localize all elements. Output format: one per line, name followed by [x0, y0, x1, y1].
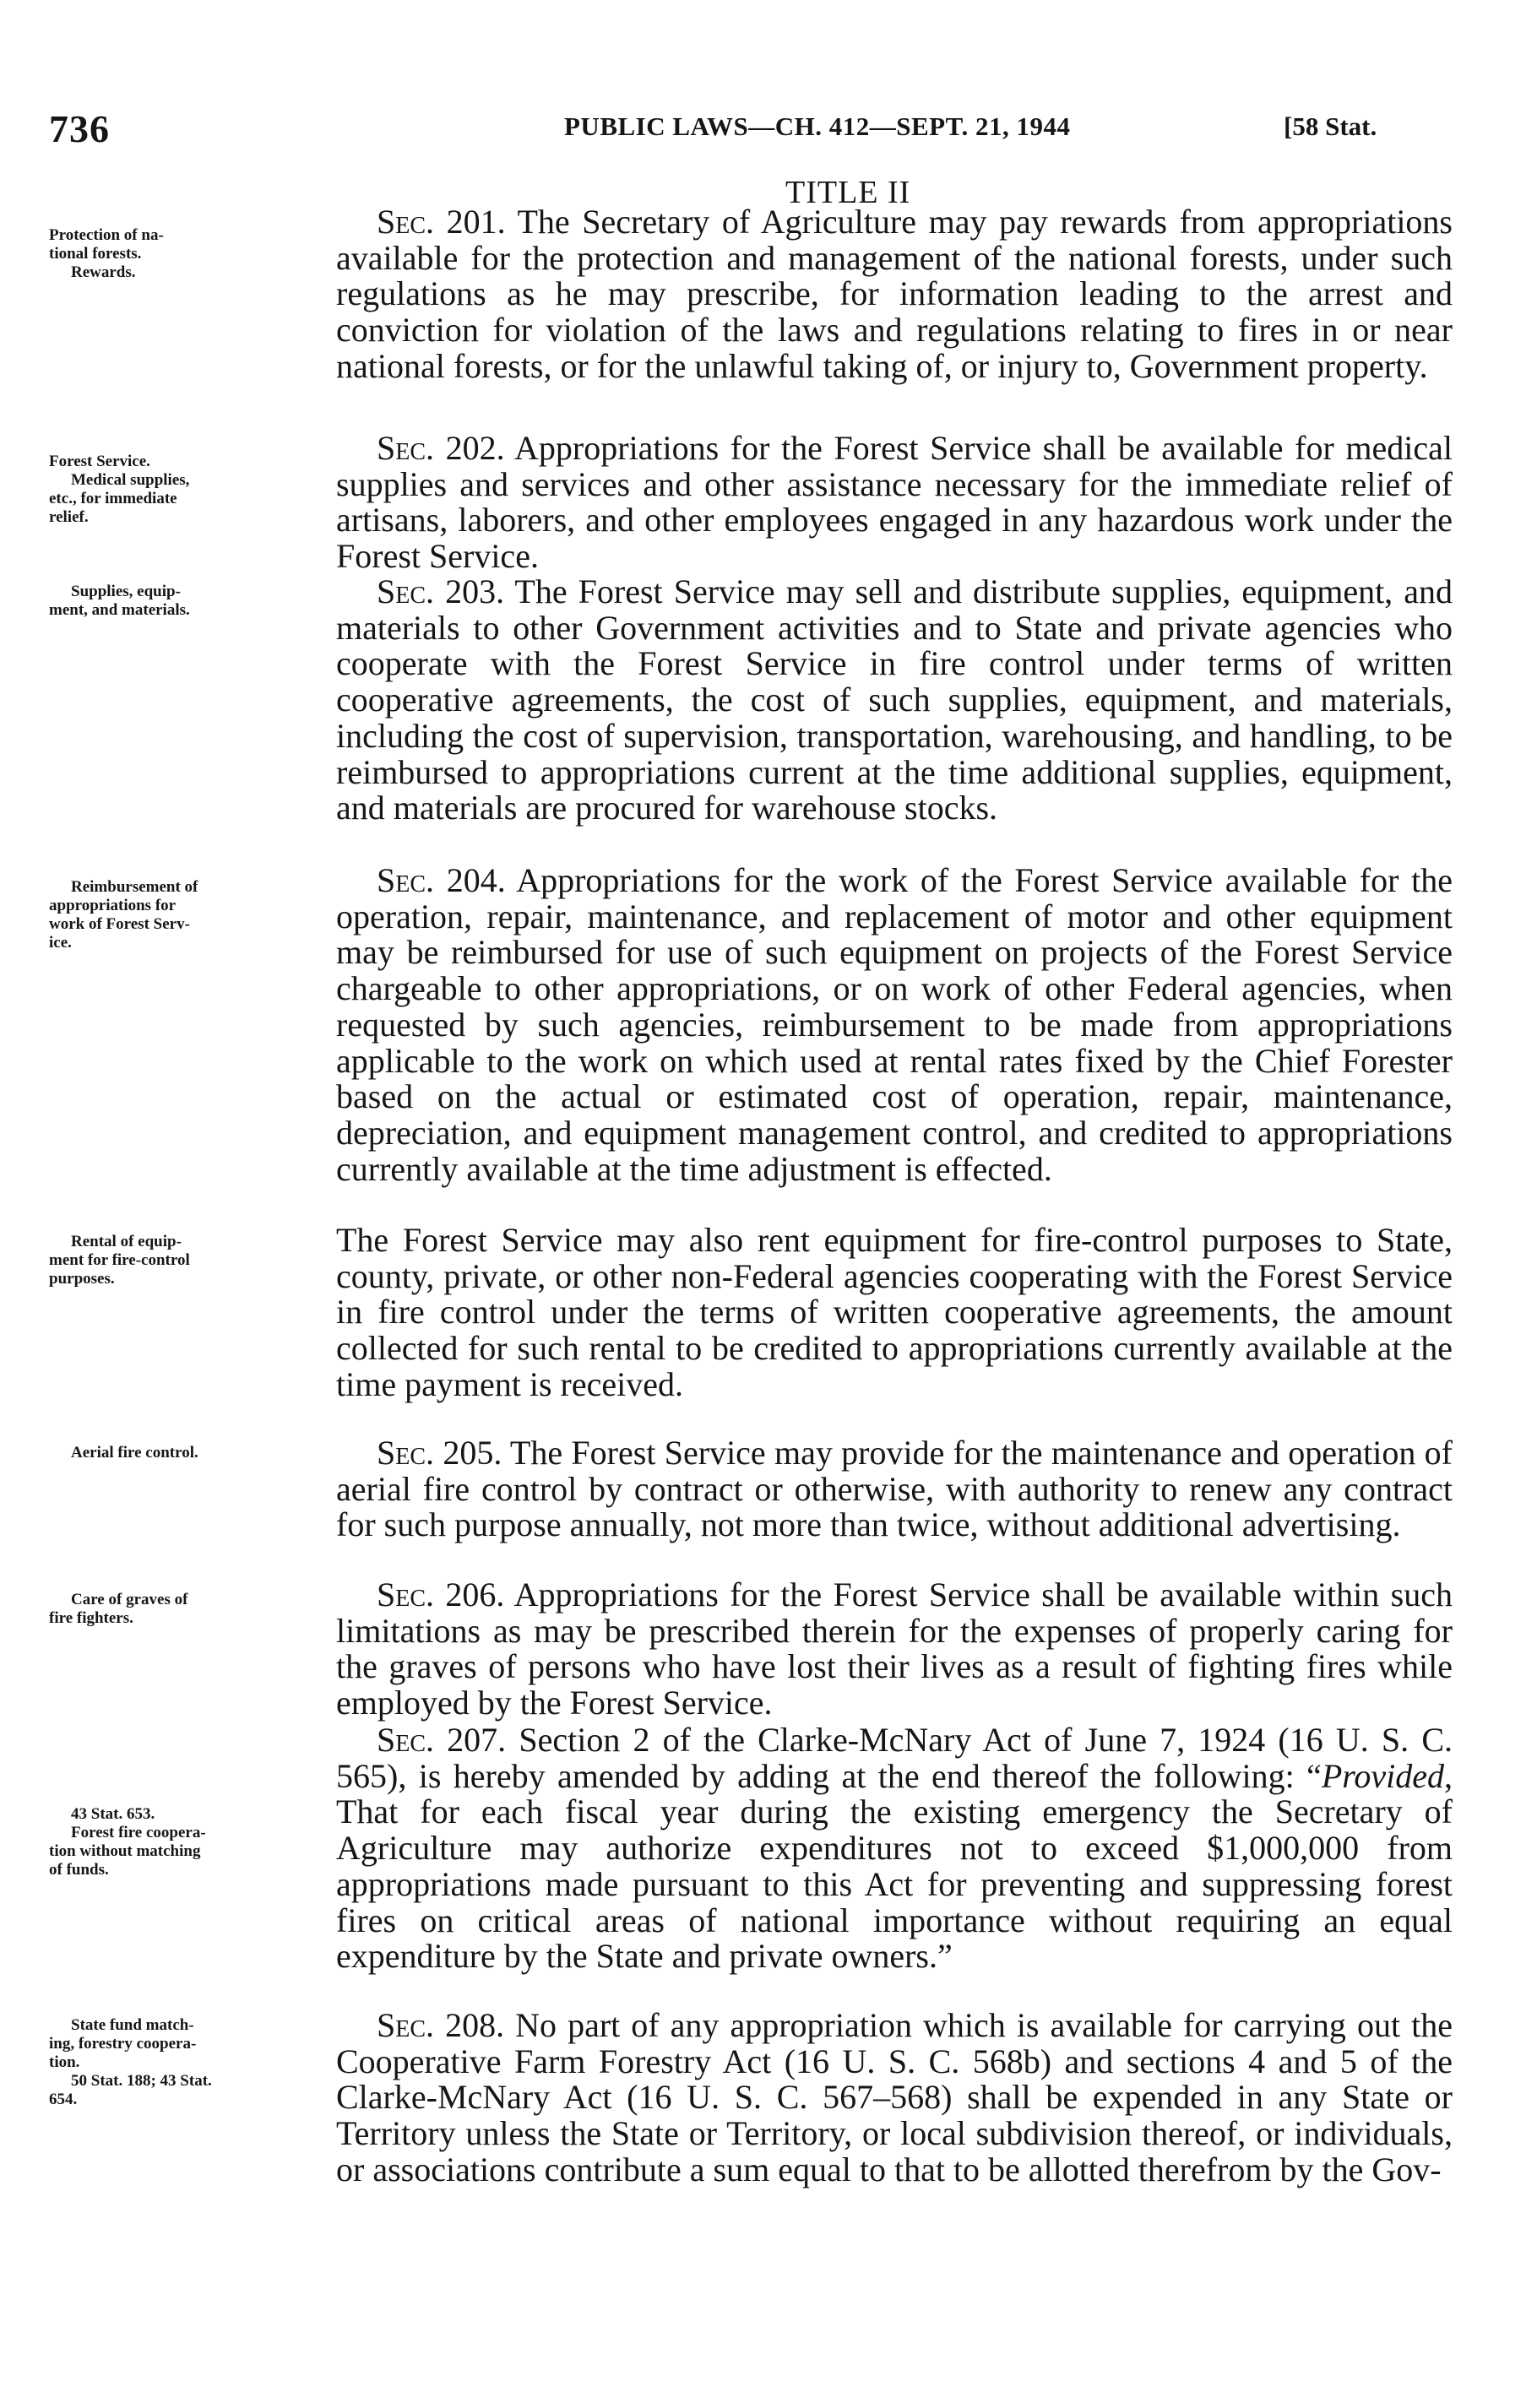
page-number: 736 — [49, 107, 110, 150]
section-208 — [336, 2008, 1453, 2188]
side-note-line: Forest fire coopera- — [71, 1824, 206, 1841]
section-203 — [336, 574, 1453, 827]
side-note-line: ment, and materials. — [49, 601, 190, 619]
section-text: The Secretary of Agriculture may pay rewards from appropriations available for the protection and management of the national forests, under such regulations as he may prescribe, for information leading to the arrest and conviction for violation of the laws and regulations relating to fires in or near national forests, or for the unlawful taking of, or injury to, Government property. — [336, 203, 1453, 385]
section-text: No part of any appropriation which is available for carrying out the Cooperative Farm Forestry Act (16 U. S. C. 568b) and sections 4 and 5 of the Clarke-McNary Act (16 U. S. C. 567–568) shall be expended in any State or Territory unless the State or Territory, or local subdivision thereof, or individuals, or associations contribute a sum equal to that to be allotted therefrom by the Gov- — [336, 2006, 1453, 2188]
section-label: Sec. 208. — [377, 2006, 505, 2044]
side-note-line: Care of graves of — [71, 1591, 188, 1608]
section-207 — [336, 1722, 1453, 1975]
section-text: Appropriations for the work of the Forest Service available for the operation, repair, maintenance, and replacement of motor and other equipment may be reimbursed for use of such equipment on projects of the Forest Service chargeable to other appropriations, or on work of other Federal agencies, when requested by such agencies, reimbursement to be made from appropriations applicable to the work on which used at rental rates fixed by the Chief Forester based on the actual or estimated cost of operation, repair, maintenance, depreciation, and equipment management control, and credited to appropriations currently available at the time adjustment is effected. — [336, 861, 1453, 1188]
side-note-line: ment for fire-control — [49, 1251, 190, 1269]
side-note-line: tion. — [49, 2053, 80, 2071]
side-note-line: ice. — [49, 934, 72, 952]
section-205 — [336, 1435, 1453, 1543]
section-italic-text: Provided — [1321, 1756, 1444, 1795]
section-label: Sec. 202. — [377, 429, 505, 467]
section-206 — [336, 1577, 1453, 1722]
section-label: Sec. 205. — [377, 1434, 502, 1472]
section-label: Sec. 203. — [377, 572, 505, 610]
side-note-line: of funds. — [49, 1861, 109, 1879]
side-note-line: 654. — [49, 2091, 78, 2108]
side-note-line: 50 Stat. 188; 43 Stat. — [71, 2072, 212, 2090]
section-label: Sec. 201. — [377, 203, 506, 241]
side-note-rental — [49, 1233, 328, 1288]
side-note-fund-matching — [49, 2016, 328, 2109]
running-head: PUBLIC LAWS—CH. 412—SEPT. 21, 1944 — [564, 111, 1071, 141]
side-note-line: tion without matching — [49, 1842, 201, 1860]
side-note-line: ing, forestry coopera- — [49, 2035, 197, 2053]
side-note-line: etc., for immediate — [49, 490, 177, 507]
section-text: The Forest Service may sell and distribute supplies, equipment, and materials to other Government activities and to State and private agencies who cooperate with the Forest Service in fire control under terms of written cooperative agreements, the cost of such supplies, equipment, and materials, including the cost of supervision, transportation, warehousing, and handling, to be reimbursed to appropriations current at the time additional supplies, equipment, and materials are procured for warehouse stocks. — [336, 572, 1453, 827]
side-note-protection — [49, 226, 328, 282]
section-202 — [336, 431, 1453, 575]
side-note-line: State fund match- — [71, 2016, 194, 2034]
side-note-line: Protection of na- — [49, 226, 164, 244]
side-note-line: Rewards. — [71, 263, 136, 281]
side-note-line: 43 Stat. 653. — [71, 1805, 155, 1823]
section-204 — [336, 863, 1453, 1187]
side-note-line: tional forests. — [49, 245, 142, 263]
volume-reference: [58 Stat. — [1284, 111, 1377, 141]
side-note-line: purposes. — [49, 1270, 115, 1288]
section-label: Sec. 207. — [377, 1721, 507, 1759]
side-note-line: Rental of equip- — [71, 1233, 182, 1250]
side-note-cooperation — [49, 1805, 328, 1879]
side-note-line: Reimbursement of — [71, 878, 198, 896]
section-text: Appropriations for the Forest Service shall be available for medical supplies and services and other assistance necessary for the immediate relief of artisans, laborers, and other employees engaged in any hazardous work under the Forest Service. — [336, 429, 1453, 576]
side-note-aerial — [49, 1444, 328, 1462]
side-note-line: relief. — [49, 508, 89, 526]
section-201 — [336, 204, 1453, 385]
side-note-medical — [49, 453, 328, 527]
side-note-line: appropriations for — [49, 897, 177, 914]
section-label: Sec. 204. — [377, 861, 506, 899]
side-note-line: Forest Service. — [49, 453, 150, 470]
section-204-continuation — [336, 1223, 1453, 1403]
side-note-reimbursement — [49, 878, 328, 952]
title-heading: TITLE II — [785, 175, 911, 210]
side-note-line: Medical supplies, — [71, 471, 190, 489]
section-text: Section 2 of the Clarke-McNary Act of June 7, 1924 (16 U. S. C. 565), is hereby amended by adding at the end thereof the following: “ — [336, 1721, 1453, 1795]
side-note-line: Supplies, equip- — [71, 583, 181, 600]
side-note-line: work of Forest Serv- — [49, 915, 190, 933]
section-text: The Forest Service may provide for the maintenance and operation of aerial fire control by contract or otherwise, with authority to renew any contract for such purpose annually, not more than twice, without additional advertising. — [336, 1434, 1453, 1544]
side-note-line: Aerial fire control. — [71, 1444, 198, 1462]
section-text: , That for each fiscal year during the existing emergency the Secretary of Agriculture may authorize expenditures not to exceed $1,000,000 from appropriations made pursuant to this Act for preventing and suppressing forest fires on critical areas of national importance without requiring an equal expenditure by the State and private owners.” — [336, 1756, 1453, 1976]
section-text: Appropriations for the Forest Service shall be available within such limitations as may be prescribed therein for the expenses of properly caring for the graves of persons who have lost their lives as a result of fighting fires while employed by the Forest Service. — [336, 1576, 1453, 1722]
section-label: Sec. 206. — [377, 1576, 505, 1613]
section-text: The Forest Service may also rent equipment for fire-control purposes to State, county, private, or other non-Federal agencies cooperating with the Forest Service in fire control under the terms of written cooperative agreements, the amount collected for such rental to be credited to appropriations currently available at the time payment is received. — [336, 1221, 1453, 1403]
side-note-line: fire fighters. — [49, 1609, 133, 1627]
side-note-supplies — [49, 583, 328, 620]
side-note-graves — [49, 1591, 328, 1628]
